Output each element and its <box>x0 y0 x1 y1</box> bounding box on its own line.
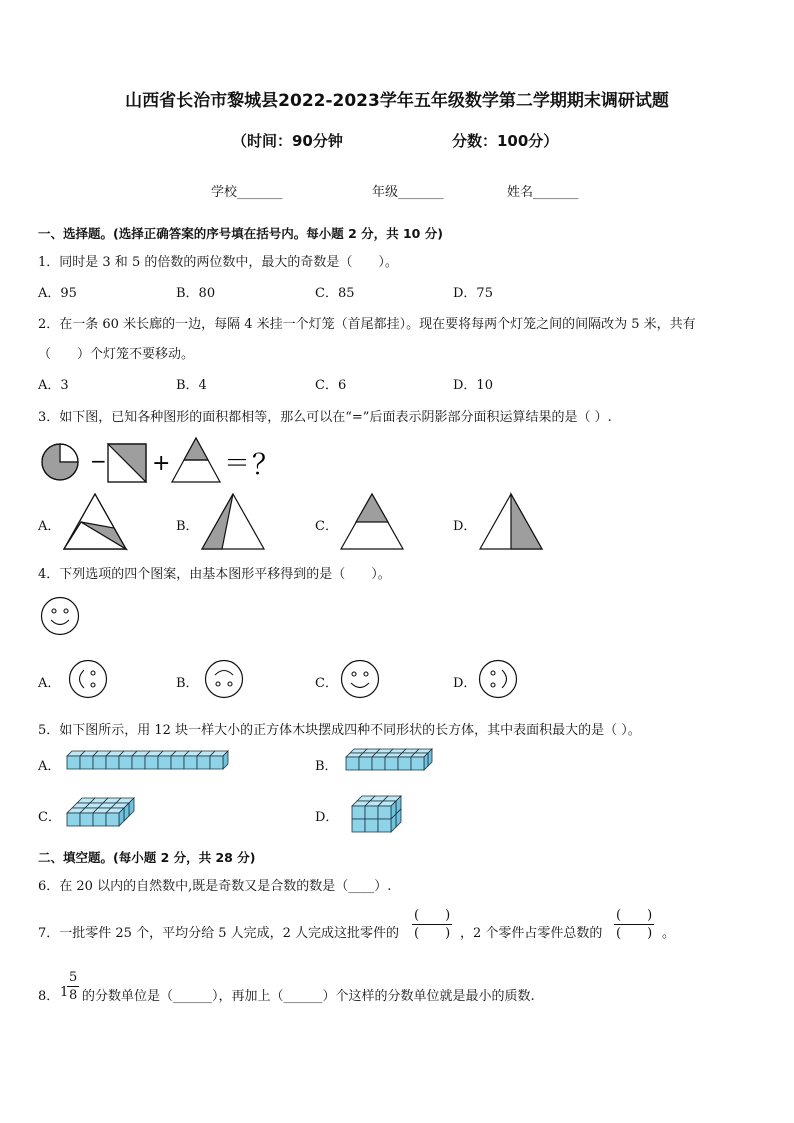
q7-fraction-2-denominator: ( ) <box>616 926 653 941</box>
question-mark: ？ <box>252 448 281 481</box>
q8-prefix: 8． <box>38 989 60 1004</box>
q5-option-a-cuboid-figure <box>66 750 234 776</box>
smiley-upright-icon <box>340 659 382 701</box>
triangle-shape <box>172 438 220 482</box>
exam-time: （时间：90分钟 <box>232 132 343 150</box>
smiley-upside-down-icon <box>204 659 246 701</box>
q4-option-c: C． <box>315 676 338 691</box>
exam-score: 分数：100分） <box>452 132 559 150</box>
q7-fraction-blank-2 <box>614 907 654 942</box>
q8-numerator: 5 <box>69 970 78 985</box>
q3-equation-figure <box>40 436 280 486</box>
q2-option-d: D．10 <box>453 378 493 393</box>
smiley-rotated-left-icon <box>68 659 110 701</box>
q3-option-a: A． <box>38 519 61 534</box>
q1-text: 1．同时是 3 和 5 的倍数的两位数中，最大的奇数是（ ）。 <box>38 255 398 270</box>
q7-fraction-1-denominator: ( ) <box>414 926 451 941</box>
school-field: 学校_______ <box>211 185 283 200</box>
q6-text: 6．在 20 以内的自然数中,既是奇数又是合数的数是（____）. <box>38 879 392 894</box>
plus-sign: + <box>152 451 171 476</box>
q5-option-c-cuboid-figure <box>66 797 134 835</box>
q1-option-a: A．95 <box>38 286 77 301</box>
q5-option-b-cuboid-figure <box>345 748 440 778</box>
q5-option-a: A． <box>38 759 61 774</box>
q7-text-part1: 7．一批零件 25 个，平均分给 5 人完成，2 人完成这批零件的 <box>38 926 400 941</box>
q3-option-d-figure <box>478 492 546 552</box>
q3-option-c-figure <box>339 492 407 552</box>
name-field: 姓名_______ <box>507 185 579 200</box>
q5-option-b: B． <box>315 759 338 774</box>
q5-option-c: C． <box>38 810 61 825</box>
circle-quarter-shape <box>42 444 78 480</box>
section2-heading: 二、填空题。(每小题 2 分，共 28 分) <box>38 850 256 865</box>
q3-option-c: C． <box>315 519 338 534</box>
smiley-base-icon <box>40 596 82 638</box>
q5-text: 5．如下图所示，用 12 块一样大小的正方体木块摆成四种不同形状的长方体，其中表面积最大的是（ ）。 <box>38 723 641 738</box>
q8-text: 的分数单位是（______），再加上（______）个这样的分数单位就是最小的质数. <box>82 989 535 1004</box>
q7-fraction-2-numerator: ( ) <box>616 908 653 923</box>
q4-option-d: D． <box>453 676 477 691</box>
smiley-rotated-right-icon <box>478 659 520 701</box>
q3-text: 3．如下图，已知各种图形的面积都相等，那么可以在“=”后面表示阴影部分面积运算结果的是（ ）. <box>38 410 612 425</box>
q1-option-b: B．80 <box>176 286 216 301</box>
q2-option-a: A．3 <box>38 378 69 393</box>
q1-option-c: C．85 <box>315 286 355 301</box>
equals-sign: ＝ <box>224 449 251 479</box>
minus-sign: − <box>90 449 107 473</box>
q4-option-b: B． <box>176 676 199 691</box>
q4-text: 4．下列选项的四个图案，由基本图形平移得到的是（ ）。 <box>38 567 391 582</box>
grade-field: 年级_______ <box>372 185 444 200</box>
section1-heading: 一、选择题。(选择正确答案的序号填在括号内。每小题 2 分，共 10 分) <box>38 226 443 241</box>
square-shape <box>108 444 146 482</box>
q5-option-d-cuboid-figure <box>351 795 407 837</box>
q7-fraction-blank-1 <box>412 907 452 942</box>
q4-option-a: A． <box>38 676 61 691</box>
q2-option-c: C．6 <box>315 378 347 393</box>
q2-option-b: B．4 <box>176 378 207 393</box>
q3-option-d: D． <box>453 519 477 534</box>
page-title: 山西省长治市黎城县2022-2023学年五年级数学第二学期期末调研试题 <box>125 91 669 111</box>
q8-mixed-whole: 1 <box>60 985 69 1000</box>
q5-option-d: D． <box>315 810 339 825</box>
q3-option-b-figure <box>200 492 268 552</box>
q2-text-line2: （ ）个灯笼不要移动。 <box>38 347 195 362</box>
q8-mixed-fraction <box>67 969 79 1004</box>
q8-denominator: 8 <box>69 988 78 1003</box>
q2-text-line1: 2．在一条 60 米长廊的一边，每隔 4 米挂一个灯笼（首尾都挂）。现在要将每两个灯笼之间的间隔改为 5 米，共有 <box>38 317 696 332</box>
q7-fraction-1-numerator: ( ) <box>414 908 451 923</box>
q3-option-b: B． <box>176 519 199 534</box>
q3-option-a-figure <box>62 492 130 552</box>
q7-text-part3: 。 <box>662 926 676 941</box>
q7-text-part2: ，2 个零件占零件总数的 <box>460 926 603 941</box>
q1-option-d: D．75 <box>453 286 493 301</box>
